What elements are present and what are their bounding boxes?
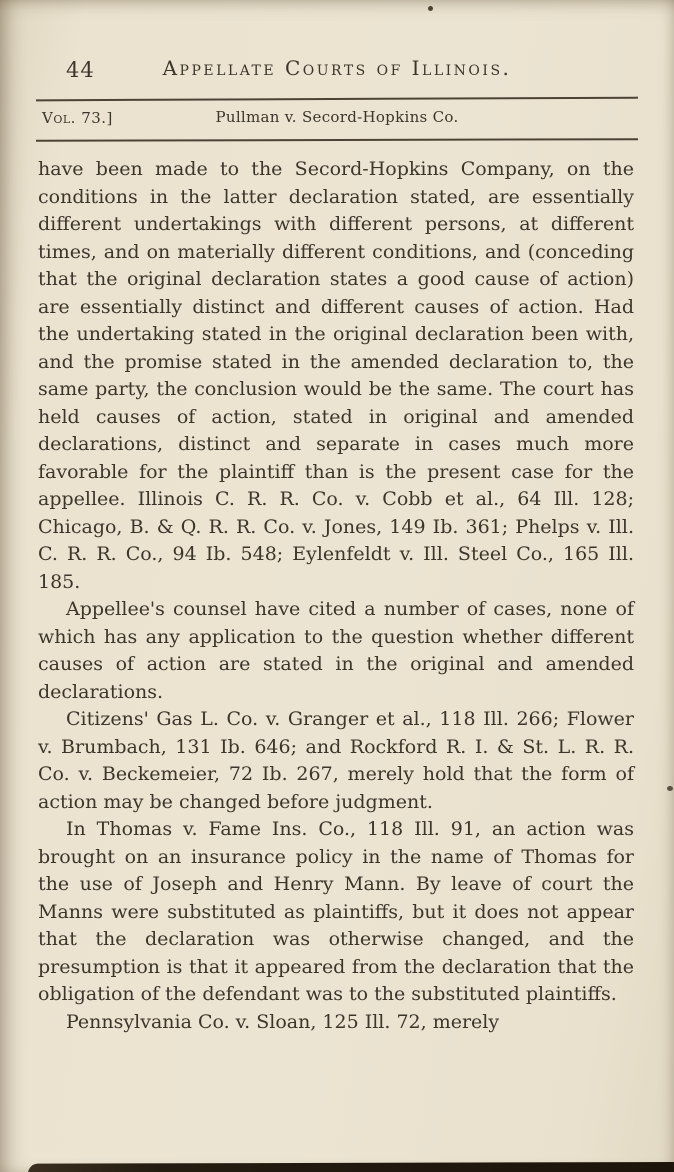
- header-divider-top: [36, 97, 638, 102]
- paragraph-2: Appellee's counsel have cited a number of cases, none of which has any application to the question whether different causes of action are stated in the original and amended declarations.: [38, 598, 634, 703]
- case-header: [42, 108, 632, 130]
- paragraph-5: Pennsylvania Co. v. Sloan, 125 Ill. 72, merely: [66, 1010, 500, 1033]
- page-bottom-edge: [28, 1162, 674, 1172]
- volume-label: Vol. 73.]: [42, 109, 113, 127]
- running-header: Appellate Courts of Illinois.: [162, 56, 512, 80]
- paragraph-4: In Thomas v. Fame Ins. Co., 118 Ill. 91, an action was brought on an insurance policy in the name of Thomas for the use of Joseph and Henry Mann. By leave of court the Manns were substituted as plaintiffs, but it does not appear that the declaration was otherwise changed, and the presumption is that it appeared from the declaration that the obligation of the defendant was to the substituted plaintiffs.: [38, 818, 634, 1005]
- paragraph-3: Citizens' Gas L. Co. v. Granger et al., 118 Ill. 266; Flower v. Brumbach, 131 Ib. 646; and Rockford R. I. & St. L. R. R. Co. v. Beckemeier, 72 Ib. 267, merely hold that the form of action may be changed before judgment.: [38, 708, 634, 813]
- page-header: [40, 56, 634, 86]
- scan-speck: [667, 786, 673, 791]
- page-body: [38, 156, 634, 1036]
- paragraph-1: have been made to the Secord-Hopkins Company, on the conditions in the latter declaration stated, are essentially different undertakings with different persons, at different times, and on materially different conditions, and (conceding that the original declaration states a good cause of action) are essentially distinct and different causes of action. Had the undertaking stated in the original declaration been with, and the promise stated in the amended declaration to, the same party, the conclusion would be the same. The court has held causes of action, stated in original and amended declarations, distinct and separate in cases much more favorable for the plaintiff than is the present case for the appellee. Illinois C. R. R. Co. v. Cobb et al., 64 Ill. 128; Chicago, B. & Q. R. R. Co. v. Jones, 149 Ib. 361; Phelps v. Ill. C. R. R. Co., 94 Ib. 548; Eylenfeldt v. Ill. Steel Co., 165 Ill. 185.: [38, 158, 634, 593]
- scan-speck: [428, 6, 433, 11]
- case-title: Pullman v. Secord-Hopkins Co.: [215, 108, 459, 126]
- header-divider-bottom: [36, 138, 638, 142]
- page-number: 44: [66, 58, 95, 82]
